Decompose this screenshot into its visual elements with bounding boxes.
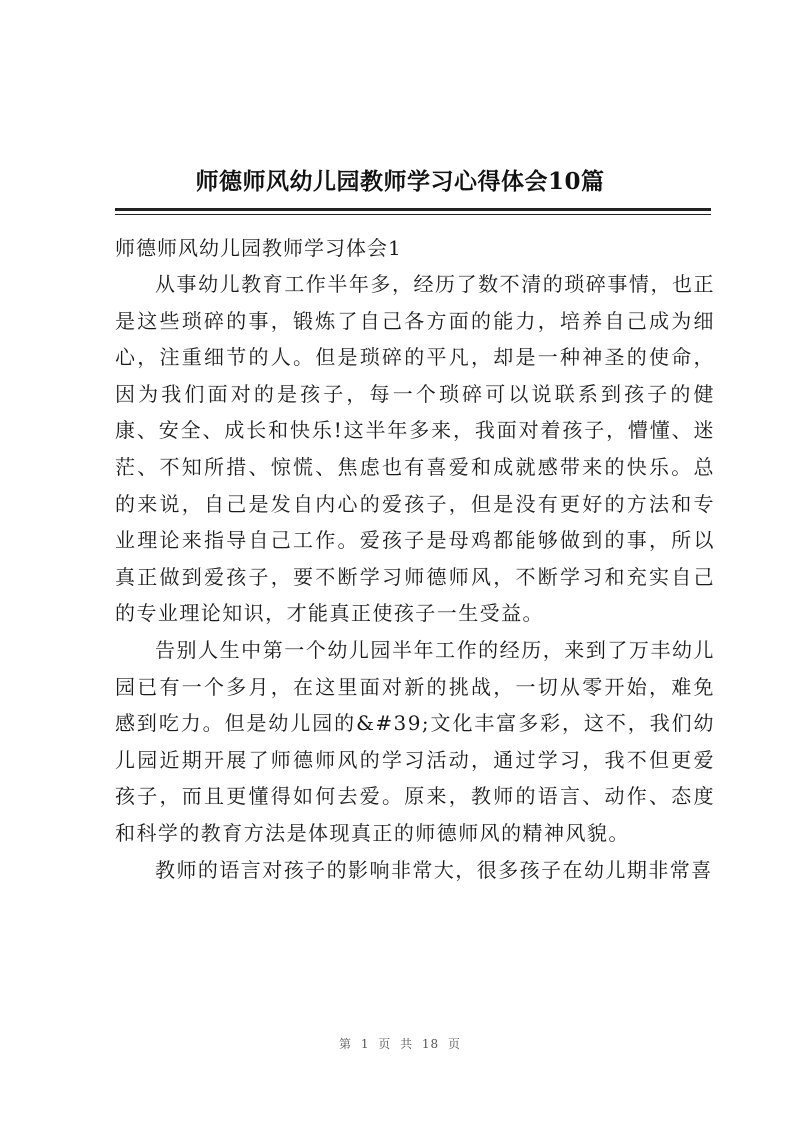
title-divider-thin [115, 214, 711, 215]
document-title: 师德师风幼儿园教师学习心得体会10篇 [195, 168, 605, 195]
section-heading: 师德师风幼儿园教师学习体会1 [115, 236, 402, 260]
title-divider-thick [115, 208, 711, 211]
page-footer: 第 1 页 共 18 页 [339, 1037, 461, 1051]
paragraph-2: 告别人生中第一个幼儿园半年工作的经历，来到了万丰幼儿园已有一个多月，在这里面对新的挑战，一切从零开始，难免感到吃力。但是幼儿园的&#39;文化丰富多彩，这不，我们幼儿园近期开展了师德师风的学习活动，通过学习，我不但更爱孩子，而且更懂得如何去爱。原来，教师的语言、动作、态度和科学的教育方法是体现真正的师德师风的精神风貌。 [115, 637, 715, 845]
paragraph-3: 教师的语言对孩子的影响非常大，很多孩子在幼儿期非常喜 [155, 857, 713, 882]
paragraph-1: 从事幼儿教育工作半年多，经历了数不清的琐碎事情，也正是这些琐碎的事，锻炼了自己各方面的能力，培养自己成为细心，注重细节的人。但是琐碎的平凡，却是一种神圣的使命，因为我们面对的是孩子，每一个琐碎可以说联系到孩子的健康、安全、成长和快乐!这半年多来，我面对着孩子，懵懂、迷茫、不知所措、惊慌、焦虑也有喜爱和成就感带来的快乐。总的来说，自己是发自内心的爱孩子，但是没有更好的方法和专业理论来指导自己工作。爱孩子是母鸡都能够做到的事，所以真正做到爱孩子，要不断学习师德师风，不断学习和充实自己的专业理论知识，才能真正使孩子一生受益。 [115, 272, 715, 626]
document-body [115, 230, 715, 888]
